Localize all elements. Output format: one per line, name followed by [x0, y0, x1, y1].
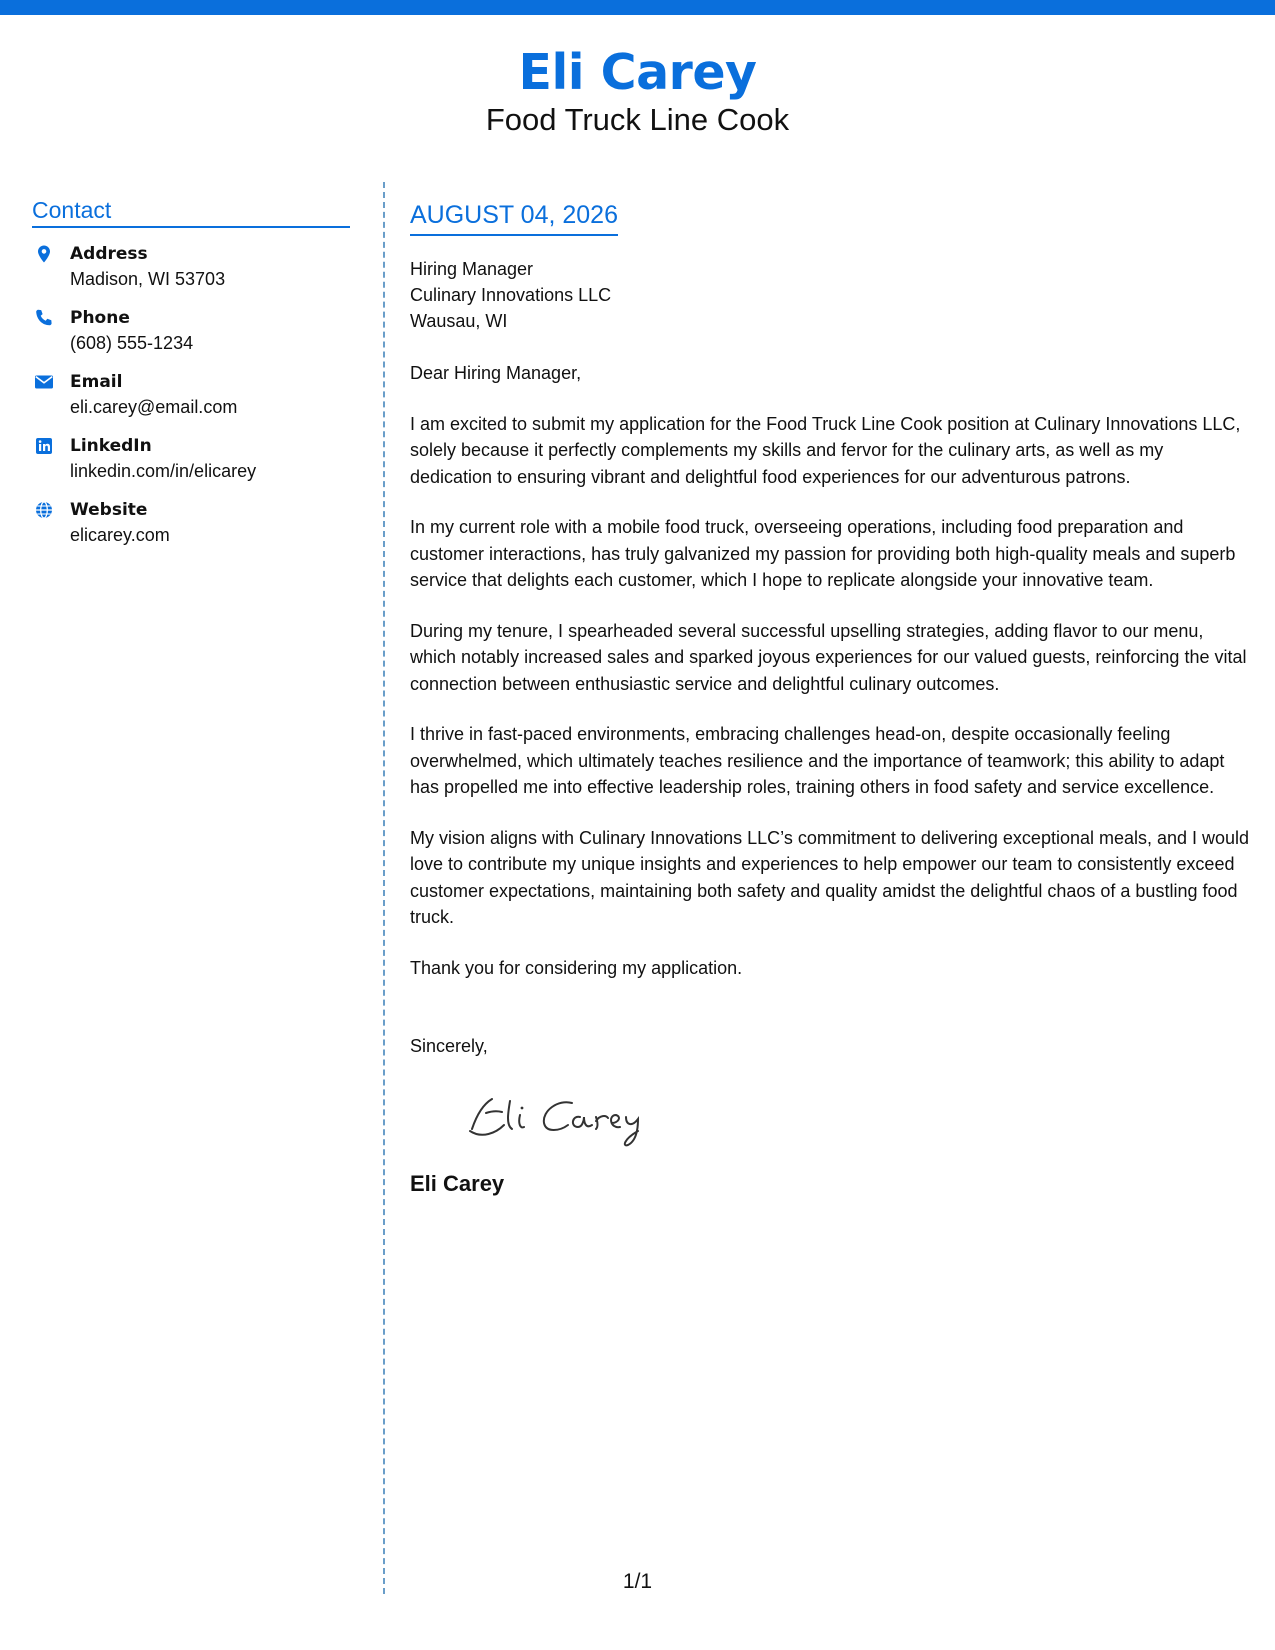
applicant-name: Eli Carey — [518, 44, 757, 101]
contact-value: elicarey.com — [70, 525, 170, 545]
contact-item-website — [32, 498, 350, 548]
letter-body — [410, 200, 1250, 1198]
recipient-line: Hiring Manager — [410, 259, 534, 279]
phone-icon — [34, 308, 54, 328]
letter-header — [0, 42, 1275, 138]
top-accent-bar — [0, 0, 1275, 15]
contact-value: (608) 555-1234 — [70, 333, 194, 353]
contact-item-phone — [32, 306, 350, 356]
contact-label: LinkedIn — [70, 436, 152, 456]
contact-label: Website — [70, 500, 148, 520]
linkedin-icon — [34, 436, 54, 456]
job-title: Food Truck Line Cook — [485, 102, 790, 137]
contact-value: Madison, WI 53703 — [70, 269, 226, 289]
body-paragraph: Thank you for considering my application. — [410, 957, 743, 978]
contact-item-email — [32, 370, 350, 420]
globe-icon — [34, 500, 54, 520]
contact-value: eli.carey@email.com — [70, 397, 238, 417]
greeting: Dear Hiring Manager, — [410, 363, 582, 383]
recipient-block — [410, 256, 1250, 334]
column-divider — [383, 182, 385, 1594]
handwritten-signature — [462, 1081, 702, 1151]
body-paragraph: During my tenure, I spearheaded several successful upselling strategies, adding flavor to our menu, which notably increased sales and sparked joyous experiences for our valued guests, reinforcing the vital connection between enthusiastic service and delightful culinary outcomes. — [410, 620, 1247, 694]
contact-value: linkedin.com/in/elicarey — [70, 461, 257, 481]
contact-heading: Contact — [32, 196, 350, 228]
body-paragraph: In my current role with a mobile food truck, overseeing operations, including food preparation and customer interactions, has truly galvanized my passion for providing both high-quality meals and superb service that delights each customer, which I hope to replicate alongside your innovative team. — [410, 517, 1236, 590]
body-paragraph: I thrive in fast-paced environments, embracing challenges head-on, despite occasionally feeling overwhelmed, which ultimately teaches resilience and the importance of teamwork; this ability to adapt has propelled me into effective leadership roles, training others in food safety and service excellence. — [410, 724, 1225, 797]
contact-label: Address — [70, 244, 148, 264]
location-pin-icon — [34, 244, 54, 264]
body-paragraph: I am excited to submit my application for the Food Truck Line Cook position at Culinary Innovations LLC, solely because it perfectly complements my skills and fervor for the culinary arts, as well as my dedication to ensuring vibrant and delightful food experiences for our adventurous patrons. — [410, 413, 1241, 487]
envelope-icon — [34, 372, 54, 392]
page-number: 1/1 — [622, 1570, 653, 1593]
contact-sidebar — [32, 196, 350, 548]
recipient-line: Wausau, WI — [410, 311, 508, 331]
body-paragraph: My vision aligns with Culinary Innovations LLC’s commitment to delivering exceptional meals, and I would love to contribute my unique insights and experiences to help empower our team to consistently exceed customer expectations, maintaining both safety and quality amidst the delightful chaos of a bustling food truck. — [410, 827, 1250, 927]
contact-item-address — [32, 242, 350, 292]
contact-label: Phone — [70, 308, 130, 328]
letter-date: AUGUST 04, 2026 — [410, 200, 618, 236]
contact-item-linkedin — [32, 434, 350, 484]
signed-name: Eli Carey — [410, 1171, 505, 1196]
recipient-line: Culinary Innovations LLC — [410, 285, 612, 305]
closing: Sincerely, — [410, 1036, 488, 1056]
contact-label: Email — [70, 372, 123, 392]
